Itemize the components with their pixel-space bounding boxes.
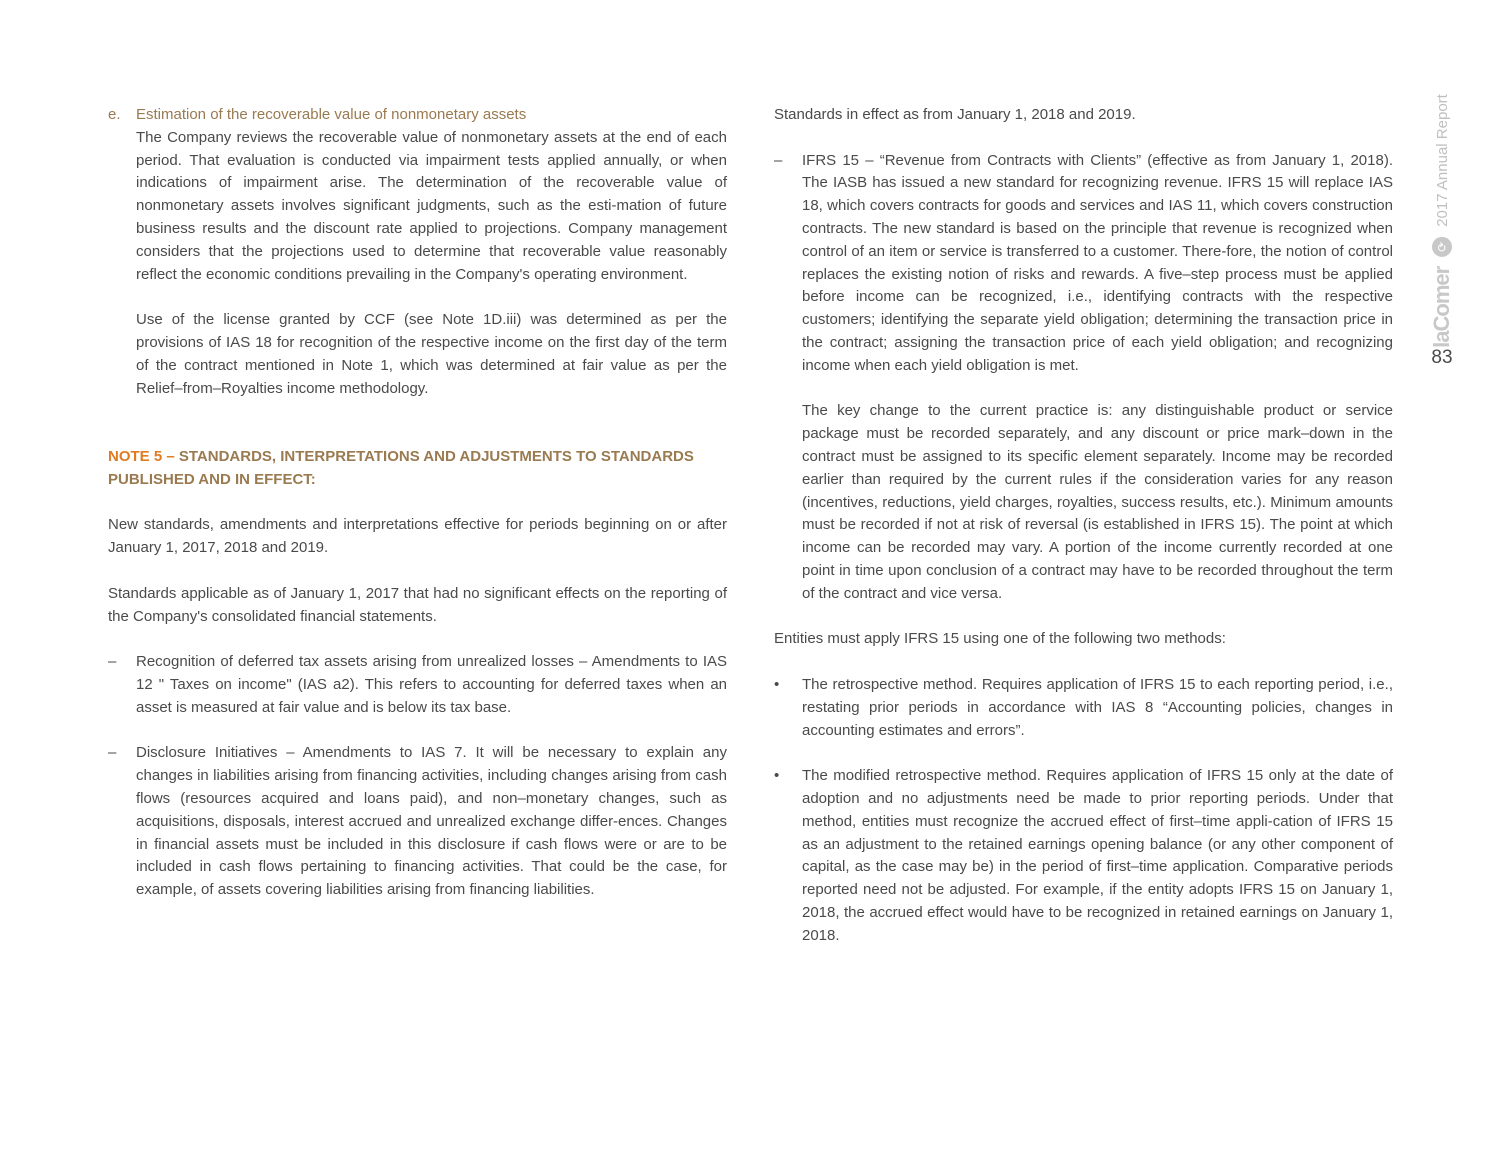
dash-marker: – [774,151,783,169]
left-column [108,104,727,902]
page-number: 83 [1431,347,1453,368]
section-e-heading: Estimation of the recoverable value of nonmonetary assets [136,106,527,123]
list-item [108,651,727,719]
brand-logo: laComer [1429,266,1454,348]
bullet-marker: • [774,675,780,693]
brand-mark-icon: ⟳ [1432,237,1452,257]
note-5-title: STANDARDS, INTERPRETATIONS AND ADJUSTMENTS TO STANDARDS PUBLISHED AND IN EFFECT: [108,447,694,488]
list-item-text: The modified retrospective method. Requires application of IFRS 15 only at the date of adoption and no adjustments need be made to prior reporting periods. Under that method, entities must recognize the accrued effect of first–time appli-cation of IFRS 15 as an adjustment to the retained earnings opening balance (or any other component of capital, as the case may be) in the period of first–time application. Comparative periods reported need not be adjusted. For example, if the entity adopts IFRS 15 on January 1, 2018, the accrued effect would have to be recognized in retained earnings on January 1, 2018. [802,767,1393,944]
ifrs-15-item [774,150,1393,606]
list-item-text: Recognition of deferred tax assets arising from unrealized losses – Amendments to IAS 12 " Taxes on income" (IAS a2). This refers to accounting for deferred taxes when an asset is measured at fair value and is below its tax base. [136,653,727,716]
note-5-prefix: NOTE 5 – [108,447,175,465]
sidebar-branding [1416,66,1468,376]
list-item [774,765,1393,947]
list-item-text: The retrospective method. Requires application of IFRS 15 to each reporting period, i.e., restating prior periods in accordance with IAS 8 “Accounting policies, changes in accounting estimates and errors”. [802,675,1393,739]
paragraph-methods-intro: Entities must apply IFRS 15 using one of the following two methods: [774,630,1226,648]
ifrs-15-paragraph-1: IFRS 15 – “Revenue from Contracts with Clients” (effective as from January 1, 2018). The IASB has issued a new standard for recognizing revenue. IFRS 15 will replace IAS 18, which covers contracts for goods and services and IAS 11, which covers construction contracts. The new standard is based on the principle that revenue is recognized when control of an item or service is transferred to a customer. There-fore, the notion of control replaces the existing notion of risks and rewards. A five–step process must be applied before income can be recognized, i.e., identifying contracts with the respective customers; identifying the separate yield obligation; determining the transaction price in the contract; assigning the transaction price of each yield obligation; and recognizing income when each yield obligation is met. [802,151,1393,374]
paragraph-applicable-standards: Standards applicable as of January 1, 2017 that had no significant effects on the reporting of the Company's consolidated financial statements. [108,584,727,625]
list-item [108,742,727,902]
list-item-text: Disclosure Initiatives – Amendments to IAS 7. It will be necessary to explain any changes in liabilities arising from financing activities, including changes arising from cash flows (resources acquired and loans paid), and non–monetary changes, such as acquisitions, disposals, interest accrued and unrealized exchange differ-ences. Changes in financial assets must be included in this disclosure if cash flows were or are to be included in cash flows pertaining to financing activities. That could be the case, for example, of assets covering liabilities arising from financing liabilities. [136,744,727,899]
section-e-marker: e. [108,106,121,123]
list-item [774,674,1393,742]
dash-marker: – [108,744,117,762]
section-e-paragraph-2: Use of the license granted by CCF (see Note 1D.iii) was determined as per the provisions of IAS 18 for recognition of the respective income on the first day of the term of the contract mentioned in Note 1, which was determined at fair value as per the Relief–from–Royalties income methodology. [136,311,727,397]
note-5-heading [108,446,727,492]
paragraph-new-standards: New standards, amendments and interpretations effective for periods beginning on or after January 1, 2017, 2018 and 2019. [108,516,727,557]
right-column [774,104,1393,947]
report-title: 2017 Annual Report [1433,94,1451,227]
dash-marker: – [108,653,117,671]
section-e [108,104,727,400]
paragraph-intro: Standards in effect as from January 1, 2018 and 2019. [774,106,1136,123]
bullet-marker: • [774,767,780,785]
section-e-paragraph-1: The Company reviews the recoverable value of nonmonetary assets at the end of each period. That evaluation is conducted via impairment tests applied annually, or when indications of impairment arise. The determination of the recoverable value of nonmonetary assets involves significant judgments, such as the esti-mation of future business results and the discount rate applied to projections. Company management considers that the projections used to determine that recoverable value reasonably reflect the economic conditions prevailing in the Company's operating environment. [136,128,727,283]
ifrs-15-paragraph-2: The key change to the current practice is: any distinguishable product or service package must be recorded separately, and any discount or price mark–down in the contract must be assigned to its specific element separately. Income may be recorded earlier than required by the current rules if the consideration varies for any reason (incentives, reductions, yield charges, royalties, success results, etc.). Minimum amounts must be recorded if not at risk of reversal (is established in IFRS 15). The point at which income can be recorded may vary. A portion of the income currently recorded at one point in time upon conclusion of a contract may have to be recorded throughout the term of the contract and vice versa. [802,402,1393,602]
